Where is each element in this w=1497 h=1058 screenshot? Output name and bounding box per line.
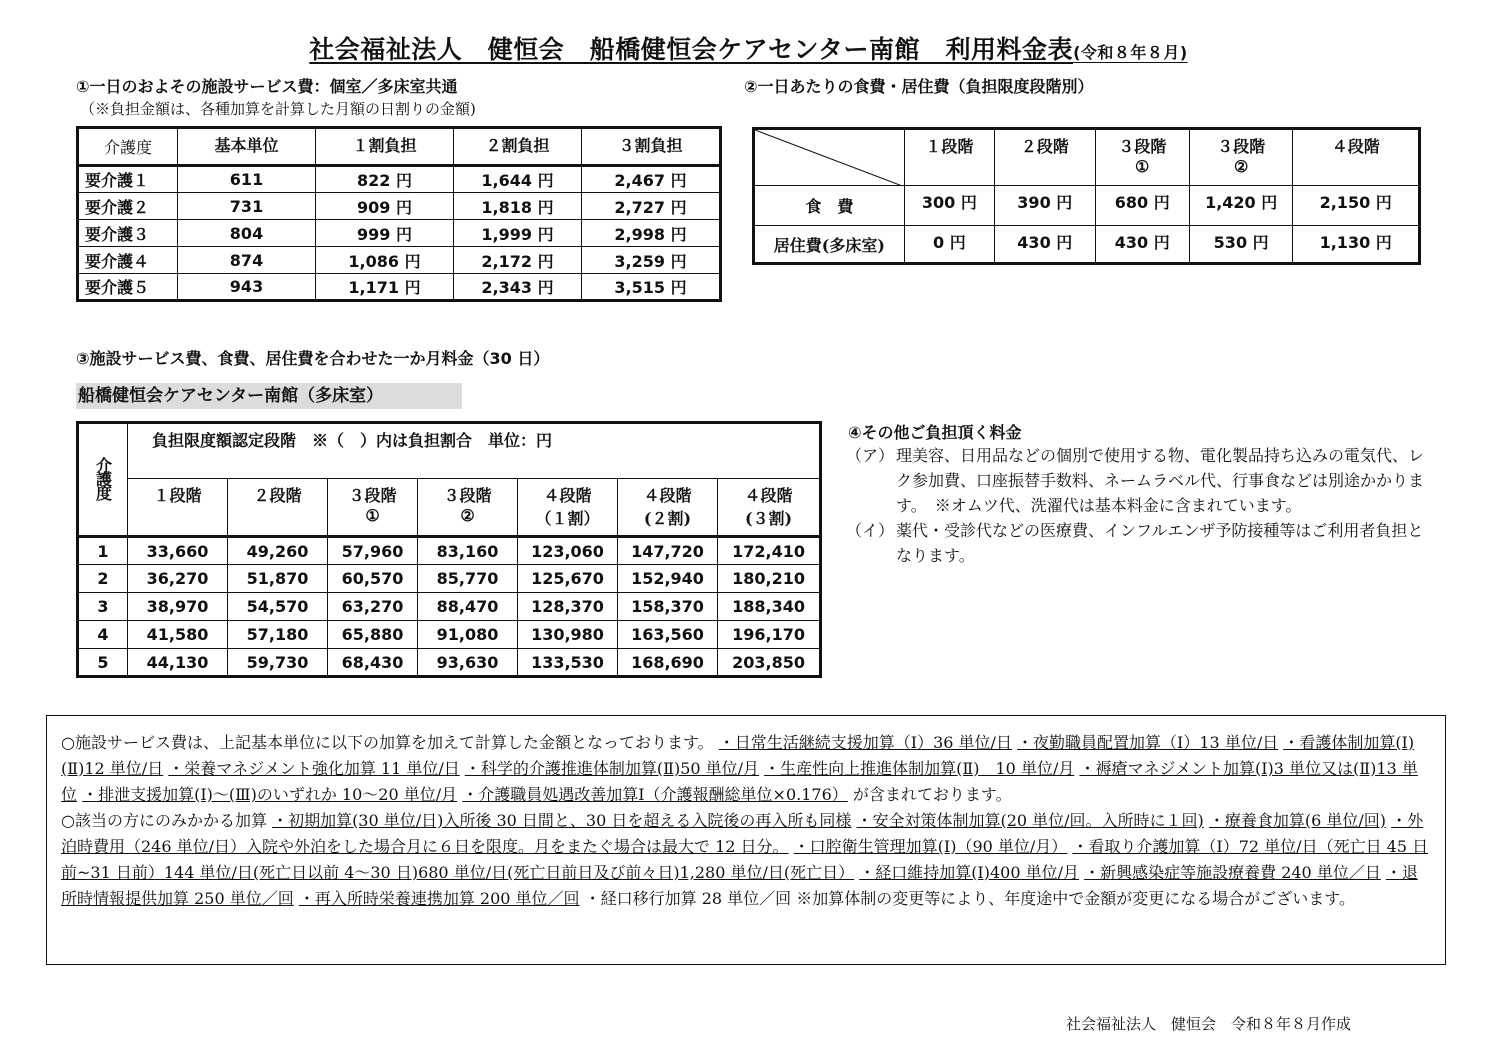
cell: 5 — [78, 649, 128, 677]
cell: 2 — [78, 565, 128, 593]
cell: 1 — [78, 537, 128, 565]
cell: 85,770 — [418, 565, 518, 593]
cell: 2,172 円 — [454, 247, 582, 274]
cell: 147,720 — [618, 537, 718, 565]
notes-tail: が含まれております。 — [852, 785, 1012, 804]
cell: 874 — [178, 247, 316, 274]
diagonal-corner-cell — [754, 129, 905, 186]
col-header-sub: ② — [460, 506, 475, 525]
col-header-label: ４段階 — [1331, 137, 1380, 156]
cell: 要介護１ — [78, 166, 178, 193]
cell: 2,727 円 — [582, 193, 721, 220]
col-header — [1293, 129, 1420, 186]
notes-item: ・新興感染症等施設療養費 240 単位／日 — [1084, 863, 1381, 882]
cell: 88,470 — [418, 593, 518, 621]
notes-item: ・栄養マネジメント強化加算 11 単位/日 — [168, 759, 460, 778]
cell: 1,130 円 — [1293, 226, 1420, 264]
cell: 530 円 — [1189, 226, 1292, 264]
cell: 要介護５ — [78, 274, 178, 301]
cell: 2,467 円 — [582, 166, 721, 193]
notes-item: ・褥瘡マネジメント加算(Ⅰ)3 単位又は(Ⅱ)13 単位 — [61, 759, 1418, 804]
col-header-label: ３段階 — [348, 486, 397, 505]
col-header-mark: ① — [1135, 157, 1150, 176]
notes-item: ・口腔衛生管理加算(Ⅰ)（90 単位/月） — [793, 837, 1068, 856]
table-header-row — [754, 129, 1420, 186]
col-header — [618, 479, 718, 537]
cell: 1,818 円 — [454, 193, 582, 220]
cell: 130,980 — [518, 621, 618, 649]
table-row — [78, 274, 721, 301]
cell: 300 円 — [904, 186, 994, 226]
footer-credit: 社会福祉法人 健恒会 令和８年８月作成 — [1066, 1015, 1352, 1033]
cell: 804 — [178, 220, 316, 247]
cell: 63,270 — [328, 593, 418, 621]
additional-charges-notes — [46, 715, 1446, 965]
col-header — [228, 479, 328, 537]
col-header: 基本単位 — [178, 128, 316, 166]
cell: 172,410 — [718, 537, 821, 565]
cell: 152,940 — [618, 565, 718, 593]
cell: 3,515 円 — [582, 274, 721, 301]
cell: 128,370 — [518, 593, 618, 621]
cell: 1,171 円 — [316, 274, 454, 301]
cell: 1,086 円 — [316, 247, 454, 274]
notes-lead: ○施設サービス費は、上記基本単位に以下の加算を加えて計算した金額となっております。 — [61, 733, 714, 752]
notes-item: ・安全対策体制加算(20 単位/回。入所時に１回) — [856, 811, 1204, 830]
section1-note: （※負担金額は、各種加算を計算した月額の日割りの金額) — [80, 100, 476, 118]
notes-paragraph-applicable — [61, 808, 1433, 912]
col-header-sub: (３割) — [744, 509, 793, 528]
cell: 41,580 — [128, 621, 228, 649]
cell: 83,160 — [418, 537, 518, 565]
col-header — [1095, 129, 1189, 186]
col-header-label: ２段階 — [253, 486, 302, 505]
food-residence-table — [752, 127, 1421, 265]
cell: 57,960 — [328, 537, 418, 565]
col-header-label: １段階 — [925, 137, 974, 156]
notes-item: ・外泊時費用（246 単位/日）入院や外泊をした場合月に６日を限度。月をまたぐ場合は最大で 12 日分。 — [61, 811, 1424, 856]
notes-item: ・介護職員処遇改善加算Ⅰ（介護報酬総単位×0.176） — [462, 785, 848, 804]
notes-paragraph-included — [61, 730, 1433, 808]
notes-item: ・経口維持加算(Ⅰ)400 単位/月 — [859, 863, 1080, 882]
cell: 36,270 — [128, 565, 228, 593]
cell: 57,180 — [228, 621, 328, 649]
cell: 54,570 — [228, 593, 328, 621]
cell: 91,080 — [418, 621, 518, 649]
col-header: ２割負担 — [454, 128, 582, 166]
table-row — [78, 649, 821, 677]
cell: 0 円 — [904, 226, 994, 264]
cell: 731 — [178, 193, 316, 220]
item-text: 薬代・受診代などの医療費、インフルエンザ予防接種等はご利用者負担となります。 — [896, 521, 1424, 565]
daily-service-fee-table — [76, 126, 722, 302]
cell: 125,670 — [518, 565, 618, 593]
cell: 430 円 — [1095, 226, 1189, 264]
table-header-row — [78, 128, 721, 166]
notes-item: ・看護体制加算(Ⅰ)(Ⅱ)12 単位/日 — [61, 733, 1415, 778]
cell: 822 円 — [316, 166, 454, 193]
cell: 158,370 — [618, 593, 718, 621]
col-header-label: ４段階 — [744, 486, 793, 505]
cell: 1,644 円 — [454, 166, 582, 193]
cell: 要介護４ — [78, 247, 178, 274]
col-header — [995, 129, 1095, 186]
col-header-label: １段階 — [153, 486, 202, 505]
col-header: １割負担 — [316, 128, 454, 166]
cell: 123,060 — [518, 537, 618, 565]
cell: 要介護２ — [78, 193, 178, 220]
cell: 93,630 — [418, 649, 518, 677]
col-header-sub: ① — [365, 506, 380, 525]
table-row — [754, 226, 1420, 264]
table-row — [78, 621, 821, 649]
table-header-row — [78, 479, 821, 537]
cell: 65,880 — [328, 621, 418, 649]
notes-item: ・看取り介護加算（Ⅰ）72 単位/日（死亡日 45 日前~31 日前）144 単位/日(死亡日以前 4～30 日)680 単位/日(死亡日前日及び前々日)1,280 単位/日(死亡日） — [61, 837, 1429, 882]
notes-lead: ○該当の方にのみかかる加算 — [61, 811, 267, 830]
notes-item: ・退所時情報提供加算 250 単位／回 — [61, 863, 1418, 908]
notes-item: ・生産性向上推進体制加算(Ⅱ) 10 単位/月 — [764, 759, 1075, 778]
table-row — [78, 166, 721, 193]
notes-item: ・日常生活継続支援加算（Ⅰ）36 単位/日 — [718, 733, 1012, 752]
section1-heading: ①一日のおよその施設サービス費：個室／多床室共通 — [76, 77, 458, 96]
table-caption-row — [78, 423, 821, 479]
list-item — [846, 443, 1426, 518]
cell: 390 円 — [995, 186, 1095, 226]
col-header: ３割負担 — [582, 128, 721, 166]
col-header — [328, 479, 418, 537]
title-main: 社会福祉法人 健恒会 船橋健恒会ケアセンター南館 利用料金表 — [309, 35, 1074, 64]
notes-item: ・科学的介護推進体制加算(Ⅱ)50 単位/月 — [464, 759, 760, 778]
cell: 68,430 — [328, 649, 418, 677]
table-row — [754, 186, 1420, 226]
notes-item: ・療養食加算(6 単位/回) — [1208, 811, 1387, 830]
table-row — [78, 565, 821, 593]
cell: 4 — [78, 621, 128, 649]
cell: 188,340 — [718, 593, 821, 621]
cell: 59,730 — [228, 649, 328, 677]
col-header-label: ３段階 — [1118, 137, 1167, 156]
col-header — [518, 479, 618, 537]
row-label: 食 費 — [754, 186, 905, 226]
cell: 999 円 — [316, 220, 454, 247]
table-caption: 負担限度額認定段階 ※（ ）内は負担割合 単位：円 — [128, 423, 821, 479]
cell: 1,999 円 — [454, 220, 582, 247]
cell: 51,870 — [228, 565, 328, 593]
item-mark: （ア） — [846, 446, 895, 465]
table-row — [78, 220, 721, 247]
notes-item: ・初期加算(30 単位/日)入所後 30 日間と、30 日を超える入院後の再入所も同様 — [272, 811, 852, 830]
cell: 133,530 — [518, 649, 618, 677]
cell: 要介護３ — [78, 220, 178, 247]
cell: 3,259 円 — [582, 247, 721, 274]
cell: 2,150 円 — [1293, 186, 1420, 226]
cell: 2,343 円 — [454, 274, 582, 301]
col-header-label: ３段階 — [1217, 137, 1266, 156]
cell: 196,170 — [718, 621, 821, 649]
table-row — [78, 247, 721, 274]
item-mark: （イ） — [846, 521, 895, 540]
section3-heading: ③施設サービス費、食費、居住費を合わせた一か月料金（30 日） — [76, 349, 550, 368]
cell: 3 — [78, 593, 128, 621]
col-header-label: ４段階 — [643, 486, 692, 505]
col-header-mark: ② — [1233, 157, 1249, 176]
cell: 943 — [178, 274, 316, 301]
cell: 680 円 — [1095, 186, 1189, 226]
cell: 1,420 円 — [1189, 186, 1292, 226]
notes-item: ・再入所時栄養連携加算 200 単位／回 — [298, 889, 580, 908]
col-header — [1189, 129, 1292, 186]
monthly-fee-table — [76, 421, 822, 678]
cell: 909 円 — [316, 193, 454, 220]
section4-heading: ④その他ご負担頂く料金 — [848, 423, 1022, 442]
page-title — [0, 30, 1497, 66]
col-header-label: ２段階 — [1020, 137, 1069, 156]
col-header-label: ４段階 — [543, 486, 592, 505]
cell: 611 — [178, 166, 316, 193]
other-fees-list — [846, 443, 1426, 568]
col-header-label: ３段階 — [443, 486, 492, 505]
col-header — [718, 479, 821, 537]
cell: 430 円 — [995, 226, 1095, 264]
cell: 60,570 — [328, 565, 418, 593]
diagonal-line — [755, 130, 904, 186]
col-header — [418, 479, 518, 537]
table-row — [78, 193, 721, 220]
notes-tail: ※加算体制の変更等により、年度途中で金額が変更になる場合がございます。 — [796, 889, 1355, 908]
col-header-sub: (２割) — [643, 509, 692, 528]
cell: 2,998 円 — [582, 220, 721, 247]
list-item — [846, 518, 1426, 568]
notes-item: ・排泄支援加算(Ⅰ)～(Ⅲ)のいずれか 10～20 単位/月 — [82, 785, 458, 804]
notes-item: ・経口移行加算 28 単位／回 — [584, 889, 792, 908]
cell: 163,560 — [618, 621, 718, 649]
cell: 33,660 — [128, 537, 228, 565]
side-label: 介護度 — [93, 456, 113, 499]
facility-label: 船橋健恒会ケアセンター南館（多床室） — [76, 383, 462, 409]
col-header: 介護度 — [78, 128, 178, 166]
title-suffix: (令和８年８月) — [1073, 43, 1188, 62]
cell: 44,130 — [128, 649, 228, 677]
item-text: 理美容、日用品などの個別で使用する物、電化製品持ち込みの電気代、レク参加費、口座振替手数料、ネームラベル代、行事食などは別途かかります。 ※オムツ代、洗濯代は基本料金に含まれています。 — [896, 446, 1425, 515]
cell: 49,260 — [228, 537, 328, 565]
notes-item: ・夜勤職員配置加算（Ⅰ）13 単位/日 — [1017, 733, 1279, 752]
table-row — [78, 537, 821, 565]
table-row — [78, 593, 821, 621]
col-header-sub: （１割） — [535, 509, 600, 528]
cell: 203,850 — [718, 649, 821, 677]
cell: 168,690 — [618, 649, 718, 677]
cell: 180,210 — [718, 565, 821, 593]
section2-heading: ②一日あたりの食費・居住費（負担限度段階別） — [744, 77, 1094, 96]
col-header — [128, 479, 228, 537]
cell: 38,970 — [128, 593, 228, 621]
side-label-cell — [78, 423, 128, 537]
row-label: 居住費(多床室) — [754, 226, 905, 264]
col-header — [904, 129, 994, 186]
